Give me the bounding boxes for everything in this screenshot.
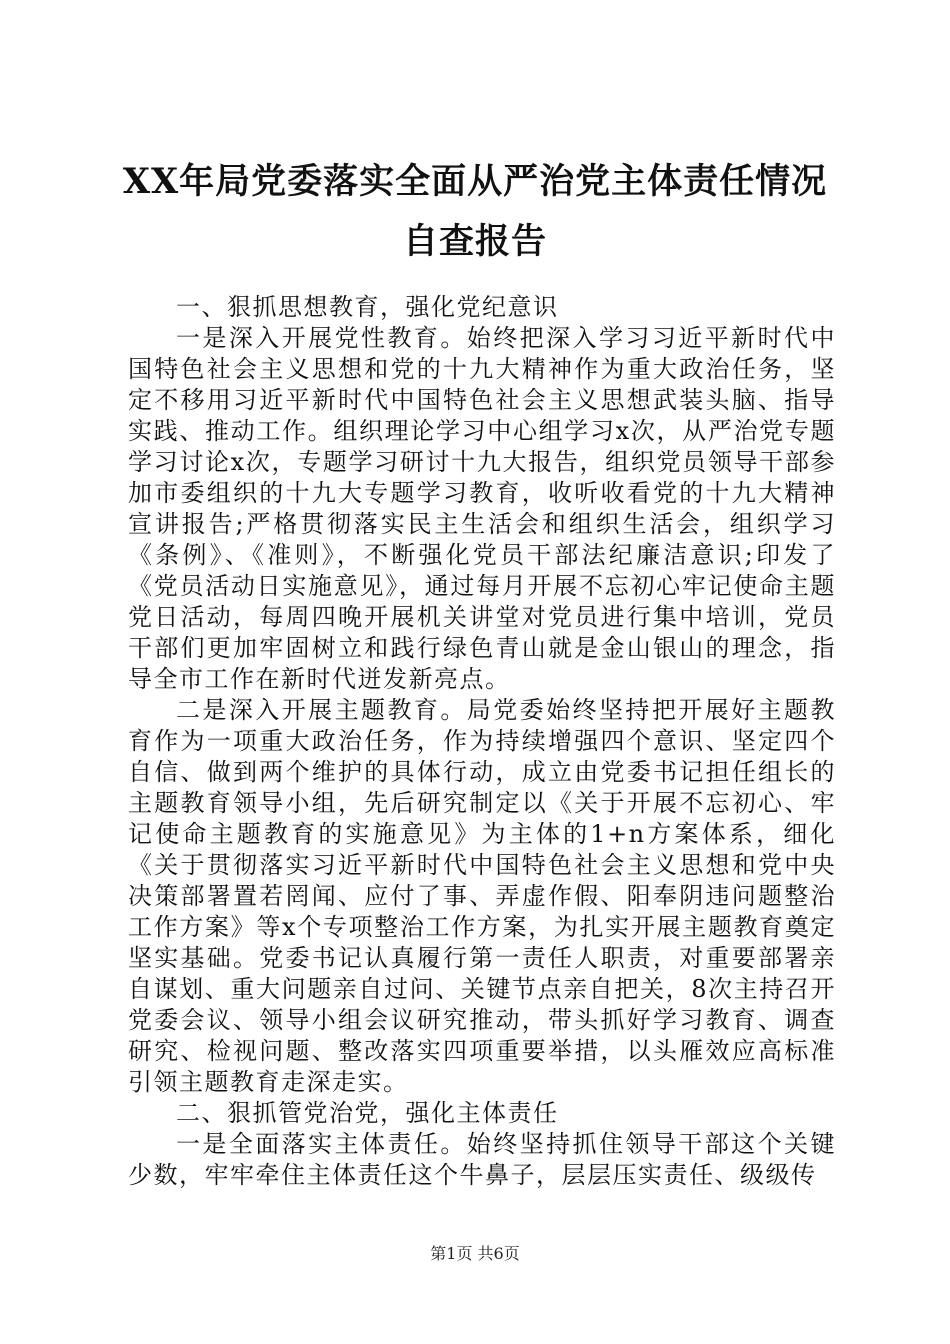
paragraph-2-1: 一是全面落实主体责任。始终坚持抓住领导干部这个关键少数，牢牢牵住主体责任这个牛鼻子，层层压实责任、级级传 [128, 1130, 836, 1189]
document-title-line2: 自查报告 [402, 221, 547, 262]
document-title-line1: XX年局党委落实全面从严治党主体责任情况 [122, 161, 828, 202]
paragraph-1-1: 一是深入开展党性教育。始终把深入学习习近平新时代中国特色社会主义思想和党的十九大精神作为重大政治任务，坚定不移用习近平新时代中国特色社会主义思想武装头脑、指导实践、推动工作。组织理论学习中心组学习x次，从严治党专题学习讨论x次，专题学习研讨十九大报告，组织党员领导干部参加市委组织的十九大专题学习教育，收听收看党的十九大精神宣讲报告;严格贯彻落实民主生活会和组织生活会，组织学习《条例》、《准则》，不断强化党员干部法纪廉洁意识;印发了《党员活动日实施意见》，通过每月开展不忘初心牢记使命主题党日活动，每周四晚开展机关讲堂对党员进行集中培训，党员干部们更加牢固树立和践行绿色青山就是金山银山的理念，指导全市工作在新时代迸发新亮点。 [128, 324, 836, 693]
paragraph-1-2: 二是深入开展主题教育。局党委始终坚持把开展好主题教育作为一项重大政治任务，作为持续增强四个意识、坚定四个自信、做到两个维护的具体行动，成立由党委书记担任组长的主题教育领导小组，先后研究制定以《关于开展不忘初心、牢记使命主题教育的实施意见》为主体的1+n方案体系，细化《关于贯彻落实习近平新时代中国特色社会主义思想和党中央决策部署置若罔闻、应付了事、弄虚作假、阳奉阴违问题整治工作方案》等x个专项整治工作方案，为扎实开展主题教育奠定坚实基础。党委书记认真履行第一责任人职责，对重要部署亲自谋划、重大问题亲自过问、关键节点亲自把关，8次主持召开党委会议、领导小组会议研究推动，带头抓好学习教育、调查研究、检视问题、整改落实四项重要举措，以头雁效应高标准引领主题教育走深走实。 [128, 696, 836, 1096]
section-heading-2: 二、狠抓管党治党，强化主体责任 [176, 1099, 559, 1127]
page-footer: 第1页 共6页 [430, 1244, 520, 1263]
section-heading-1: 一、狠抓思想教育，强化党纪意识 [176, 293, 559, 321]
document-body [128, 292, 836, 1191]
